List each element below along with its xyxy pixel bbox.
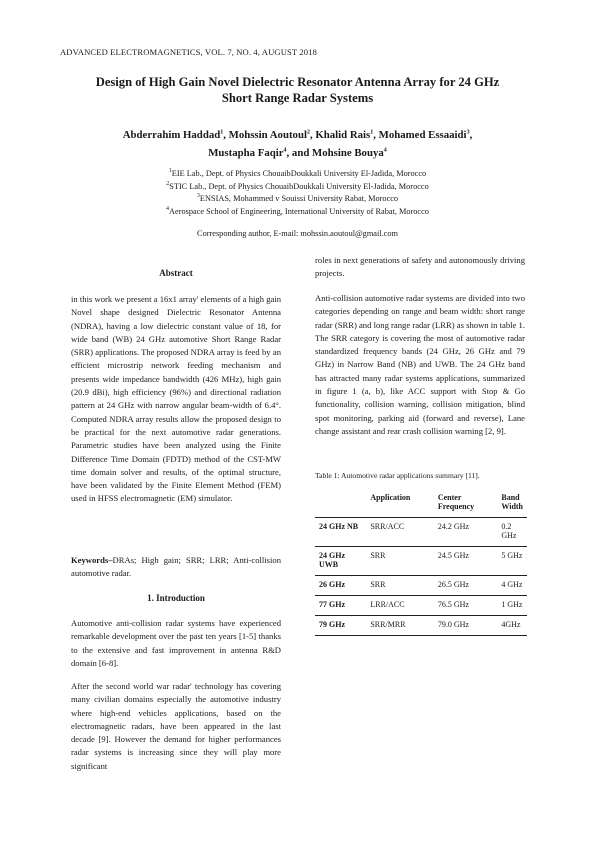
author-affil-mark: 3 [466, 129, 470, 136]
right-para-continued [315, 254, 525, 281]
table-row [315, 518, 527, 547]
introduction-para-1 [71, 617, 281, 670]
affiliation-mark: 3 [196, 193, 200, 200]
author-name: Khalid Rais [315, 129, 371, 141]
author-affil-mark: 1 [370, 129, 374, 136]
table-cell: 5 GHz [497, 547, 527, 576]
author-name: Mustapha Faqir [208, 147, 284, 159]
keywords-label: Keywords– [71, 555, 113, 565]
affiliations [80, 168, 515, 218]
abstract-heading: Abstract [159, 268, 193, 278]
affiliation-line [80, 168, 515, 181]
radar-table-wrap [315, 490, 525, 636]
table-cell: 4 GHz [497, 576, 527, 596]
table-header-cell [315, 490, 366, 518]
body-paragraph: roles in next generations of safety and autonomously driving projects. [315, 255, 525, 279]
author-line-2 [70, 144, 525, 162]
affiliation-line [80, 193, 515, 206]
keywords [71, 554, 281, 581]
table-cell: 26 GHz [315, 576, 366, 596]
author-affil-mark: 4 [283, 147, 287, 154]
author-separator: , [373, 129, 379, 141]
author-affil-mark: 1 [220, 129, 224, 136]
table-cell: 0.2 GHz [497, 518, 527, 547]
introduction-paragraph: Automotive anti-collision radar systems have experienced remarkable development over the past ten years [1-5] thanks to the extensive and fast improvement in antenna R&D domain [6-8]. [71, 618, 281, 668]
author-list [70, 126, 525, 162]
journal-header: ADVANCED ELECTROMAGNETICS, VOL. 7, NO. 4, AUGUST 2018 [60, 47, 317, 57]
author-separator: , [469, 129, 473, 141]
author-separator: , [223, 129, 229, 141]
introduction-heading: 1. Introduction [147, 593, 205, 603]
paper-title [60, 74, 535, 106]
body-paragraph: Anti-collision automotive radar systems are divided into two categories depending on range and beam width: short range radar (SRR) and long range radar (LRR) as shown in table 1. The SRR category is covering the most of automotive radar standardized frequency bands (24 GHz, 26 GHz and 79 GHz) in Narrow Band (NB) and UWB. The 24 GHz band has attracted many radar systems applications, summarized in figure 1 (a, b), like ACC support with Stop & Go functionality, collision warning, collision mitigation, blind spot monitoring, parking aid (forward and reverse), Lane change assistant and rear crash collision warning [2, 9]. [315, 293, 525, 436]
corresponding-author: Corresponding author, E-mail: mohssin.aoutoul@gmail.com [197, 229, 398, 238]
table-row [315, 616, 527, 636]
keywords-text: DRAs; High gain; SRR; LRR; Anti-collision automotive radar. [71, 555, 281, 579]
table-cell: LRR/ACC [366, 596, 433, 616]
author-name: Mohamed Essaaidi [378, 129, 467, 141]
author-separator: , and [286, 147, 313, 159]
author-name: Mohsine Bouya [312, 147, 384, 159]
table-cell: 24 GHz NB [315, 518, 366, 547]
table-cell: 24.5 GHz [434, 547, 498, 576]
author-line-1 [70, 126, 525, 144]
table-cell: 77 GHz [315, 596, 366, 616]
right-para-2 [315, 292, 525, 438]
table-row [315, 596, 527, 616]
affiliation-text: STIC Lab., Dept. of Physics ChouaibDoukkali University El-Jadida, Morocco [169, 181, 429, 191]
table-cell: 24.2 GHz [434, 518, 498, 547]
table-cell: SRR [366, 576, 433, 596]
table-row [315, 576, 527, 596]
title-line-2: Short Range Radar Systems [221, 91, 374, 105]
table-cell: 26.5 GHz [434, 576, 498, 596]
author-name: Mohssin Aoutoul [228, 129, 307, 141]
author-name: Abderrahim Haddad [122, 129, 221, 141]
table-cell: SRR/MRR [366, 616, 433, 636]
affiliation-line [80, 206, 515, 219]
introduction-para-2 [71, 680, 281, 773]
table-cell: 24 GHz UWB [315, 547, 366, 576]
table-header-cell: Band Width [501, 493, 523, 511]
author-affil-mark: 4 [383, 147, 387, 154]
table-header-row [315, 490, 527, 518]
abstract-paragraph: in this work we present a 16x1 array' elements of a high gain Novel shape designed Dielectric Resonator Antenna (NDRA), having a low dielectric constant value of 18, for wide band (WB) 24 GHz automotive Short Range Radar (SRR) applications. The proposed NDRA array is feed by an efficient microstrip network feeding mechanism and presents wide impedance bandwidth (426 MHz), high gain (20.9 dBi), high efficiency (96%) and directional radiation pattern at 24 GHz with narrow angular beam-width of 6.4°. Computed NDRA array results allow the proposed design to be practical for the next automotive radar generations. Parametric studies have been analyzed using the Finite Difference Time Domain (FDTD) method of the CST-MW time domain solver and results, of the optimal structure, have been validated by the Finite Element Method (FEM) used in HFSS electromagnetic (EM) simulator. [71, 294, 281, 504]
table-row [315, 547, 527, 576]
table-cell: SRR [366, 547, 433, 576]
affiliation-line [80, 181, 515, 194]
table-cell: 79.0 GHz [434, 616, 498, 636]
table-cell: 76.5 GHz [434, 596, 498, 616]
affiliation-text: ENSIAS, Mohammed v Souissi University Rabat, Morocco [199, 194, 399, 204]
introduction-paragraph: After the second world war radar' technology has covering many civilian domains especially the automotive industry where high-end vehicles applications, based on the electromagnetic radars, have been appeared in the last decade [9]. However the demand for higher performances radar systems is increasing since they will play more significant [71, 681, 281, 771]
abstract-text [71, 293, 281, 506]
affiliation-mark: 2 [166, 180, 170, 187]
affiliation-mark: 1 [168, 168, 172, 175]
table-cell: 4GHz [497, 616, 527, 636]
table-cell: 1 GHz [497, 596, 527, 616]
table-cell: 79 GHz [315, 616, 366, 636]
affiliation-mark: 4 [166, 206, 170, 213]
radar-applications-table [315, 490, 527, 636]
table-header-cell: Center Frequency [437, 493, 475, 511]
author-separator: , [309, 129, 316, 141]
author-affil-mark: 2 [306, 129, 310, 136]
table-cell: SRR/ACC [366, 518, 433, 547]
affiliation-text: Aerospace School of Engineering, International University of Rabat, Morocco [169, 206, 429, 216]
table-caption: Table 1: Automotive radar applications summary [11]. [315, 471, 480, 480]
affiliation-text: EIE Lab., Dept. of Physics ChouaibDoukkali University El-Jadida, Morocco [171, 169, 427, 178]
title-line-1: Design of High Gain Novel Dielectric Resonator Antenna Array for 24 GHz [95, 75, 500, 89]
table-header-cell: Application [370, 493, 411, 502]
